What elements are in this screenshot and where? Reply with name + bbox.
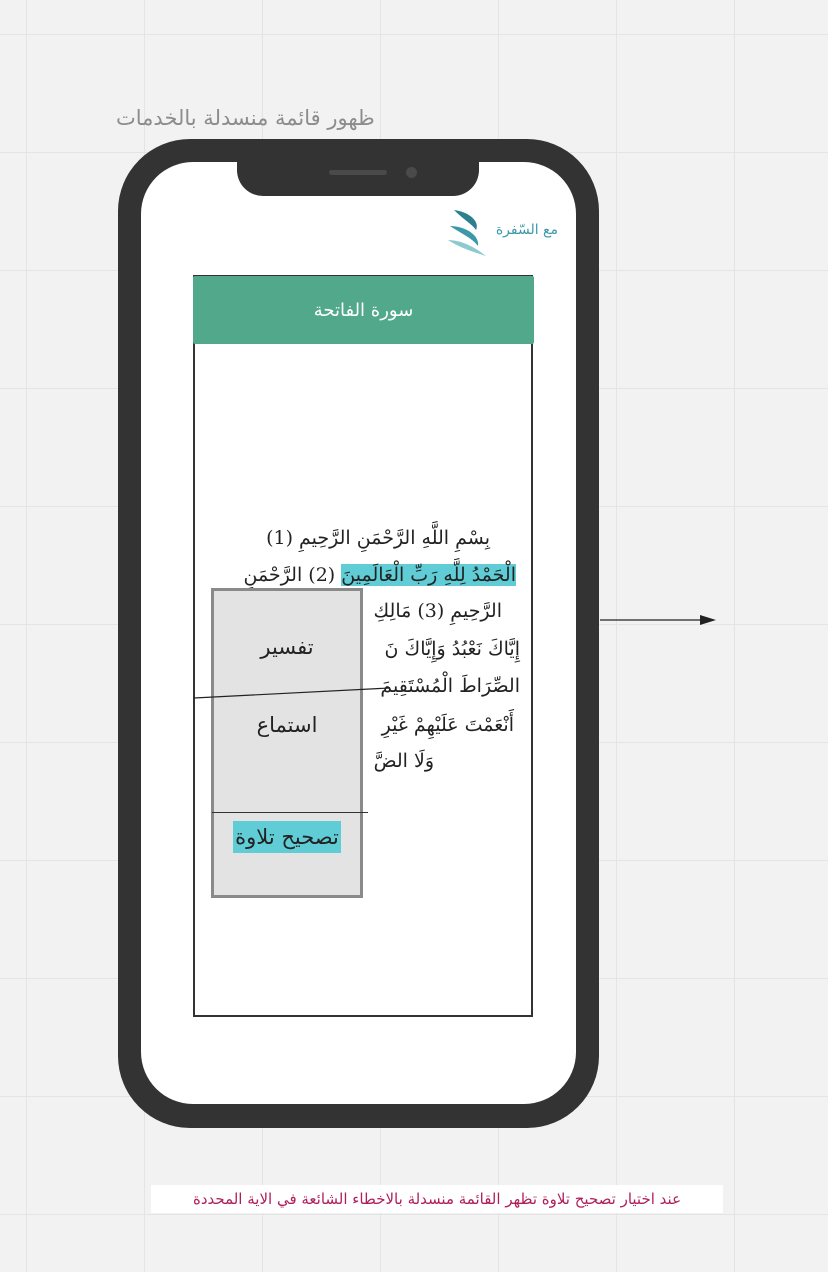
menu-item-listen[interactable]: استماع [256,713,318,737]
menu-item-tafsir[interactable]: تفسير [260,635,314,659]
verse-line[interactable]: بِسْمِ اللَّهِ الرَّحْمَنِ الرَّحِيمِ (1) [266,527,490,549]
flow-arrow-icon [598,612,720,630]
phone-notch [237,162,479,196]
camera-dot [406,167,417,178]
menu-item-recitation-correction[interactable] [214,825,360,849]
verse-line[interactable]: الصِّرَاطَ الْمُسْتَقِيمَ [380,675,520,697]
verse-line-selected[interactable] [243,560,516,590]
verse-fragment: الرَّحْمَنِ [243,564,303,586]
brand-header [446,206,566,258]
brand-name: مع السّفرة [495,222,558,238]
menu-item-recitation-correction-label: تصحيح تلاوة [233,821,341,853]
menu-divider [212,812,368,813]
services-dropdown [211,588,363,898]
brand-logo-icon [446,206,490,258]
connector-line [194,686,394,700]
annotation-note: عند اختيار تصحيح تلاوة تظهر القائمة منسدلة بالاخطاء الشائعة في الاية المحددة [151,1185,723,1213]
verse-line[interactable]: أَنْعَمْتَ عَلَيْهِمْ غَيْرِ [381,714,514,736]
verse-line[interactable]: الرَّحِيمِ (3) مَالِكِ [373,600,502,622]
speaker-grille [329,170,387,175]
verse-line[interactable]: إِيَّاكَ نَعْبُدُ وَإِيَّاكَ نَ [384,638,520,660]
frame-title: ظهور قائمة منسدلة بالخدمات [116,106,375,130]
selected-verse-number: (2) [308,564,336,586]
selected-verse[interactable]: الْحَمْدُ لِلَّهِ رَبِّ الْعَالَمِينَ [341,564,516,586]
surah-header: سورة الفاتحة [193,276,534,344]
verse-line[interactable]: وَلَا الضَّ [373,750,434,772]
